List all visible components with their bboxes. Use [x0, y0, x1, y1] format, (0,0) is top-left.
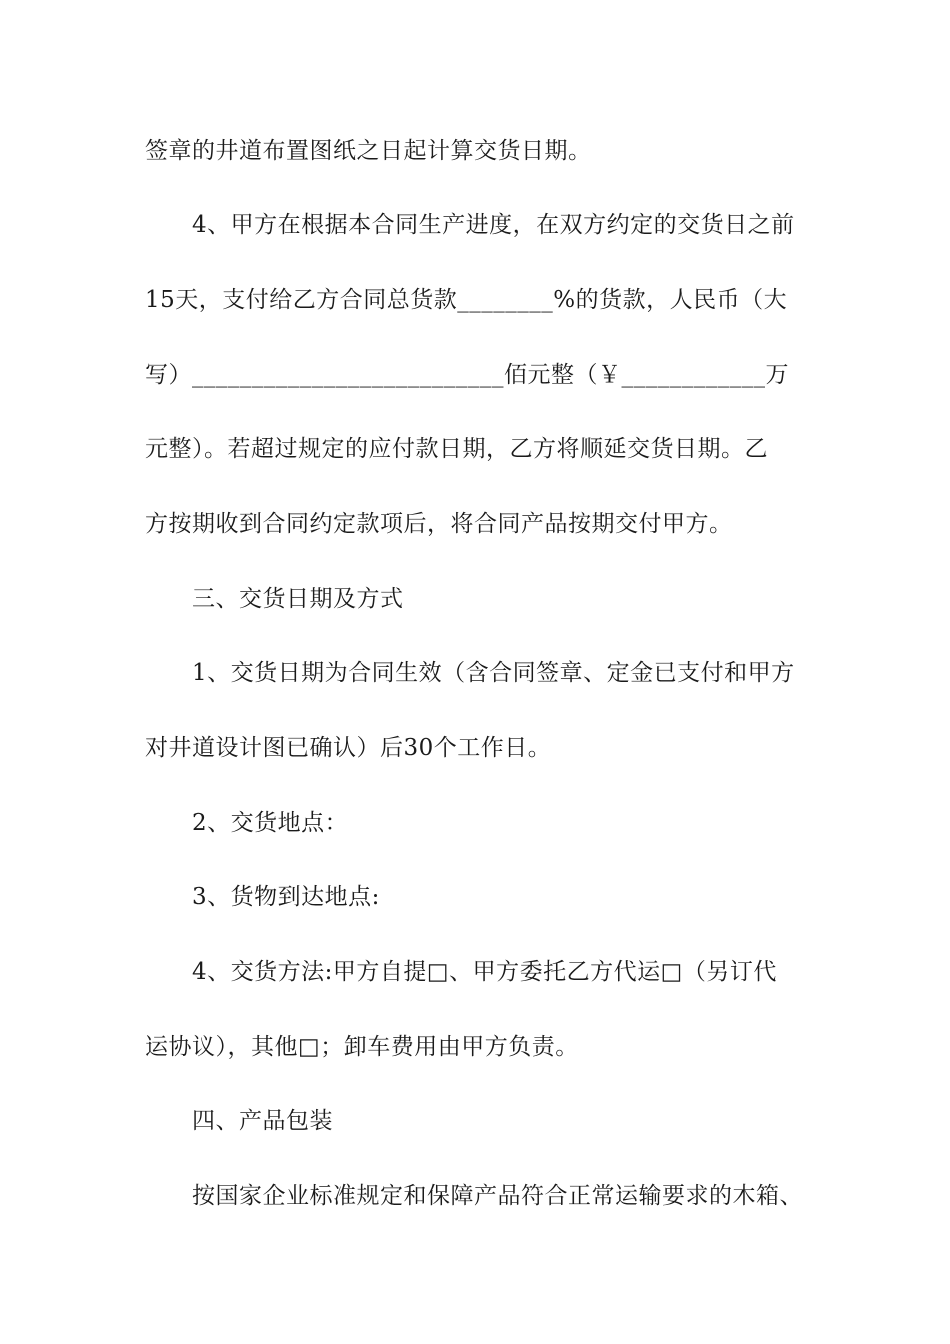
paragraph-line: 3、货物到达地点:	[192, 884, 380, 910]
paragraph-line: 写）__________________________佰元整（￥____________万	[145, 362, 789, 388]
paragraph-line: 对井道设计图已确认）后30个工作日。	[145, 735, 552, 761]
paragraph-line: 4、交货方法:甲方自提□、甲方委托乙方代运□（另订代	[192, 959, 777, 985]
paragraph-line: 2、交货地点：	[192, 810, 349, 836]
paragraph-line: 元整）。若超过规定的应付款日期，乙方将顺延交货日期。乙	[145, 436, 768, 462]
paragraph-line: 1、交货日期为合同生效（含合同签章、定金已支付和甲方	[192, 660, 795, 686]
section-heading: 四、产品包装	[192, 1108, 333, 1134]
section-heading: 三、交货日期及方式	[192, 586, 404, 612]
paragraph-line: 运协议），其他□；卸车费用由甲方负责。	[145, 1034, 579, 1060]
paragraph-line: 签章的井道布置图纸之日起计算交货日期。	[145, 138, 592, 164]
paragraph-line: 4、甲方在根据本合同生产进度，在双方约定的交货日之前	[192, 212, 795, 238]
paragraph-line: 15天，支付给乙方合同总货款________%的货款，人民币（大	[145, 287, 788, 313]
paragraph-line: 方按期收到合同约定款项后，将合同产品按期交付甲方。	[145, 511, 733, 537]
paragraph-line: 按国家企业标准规定和保障产品符合正常运输要求的木箱、	[192, 1183, 803, 1209]
